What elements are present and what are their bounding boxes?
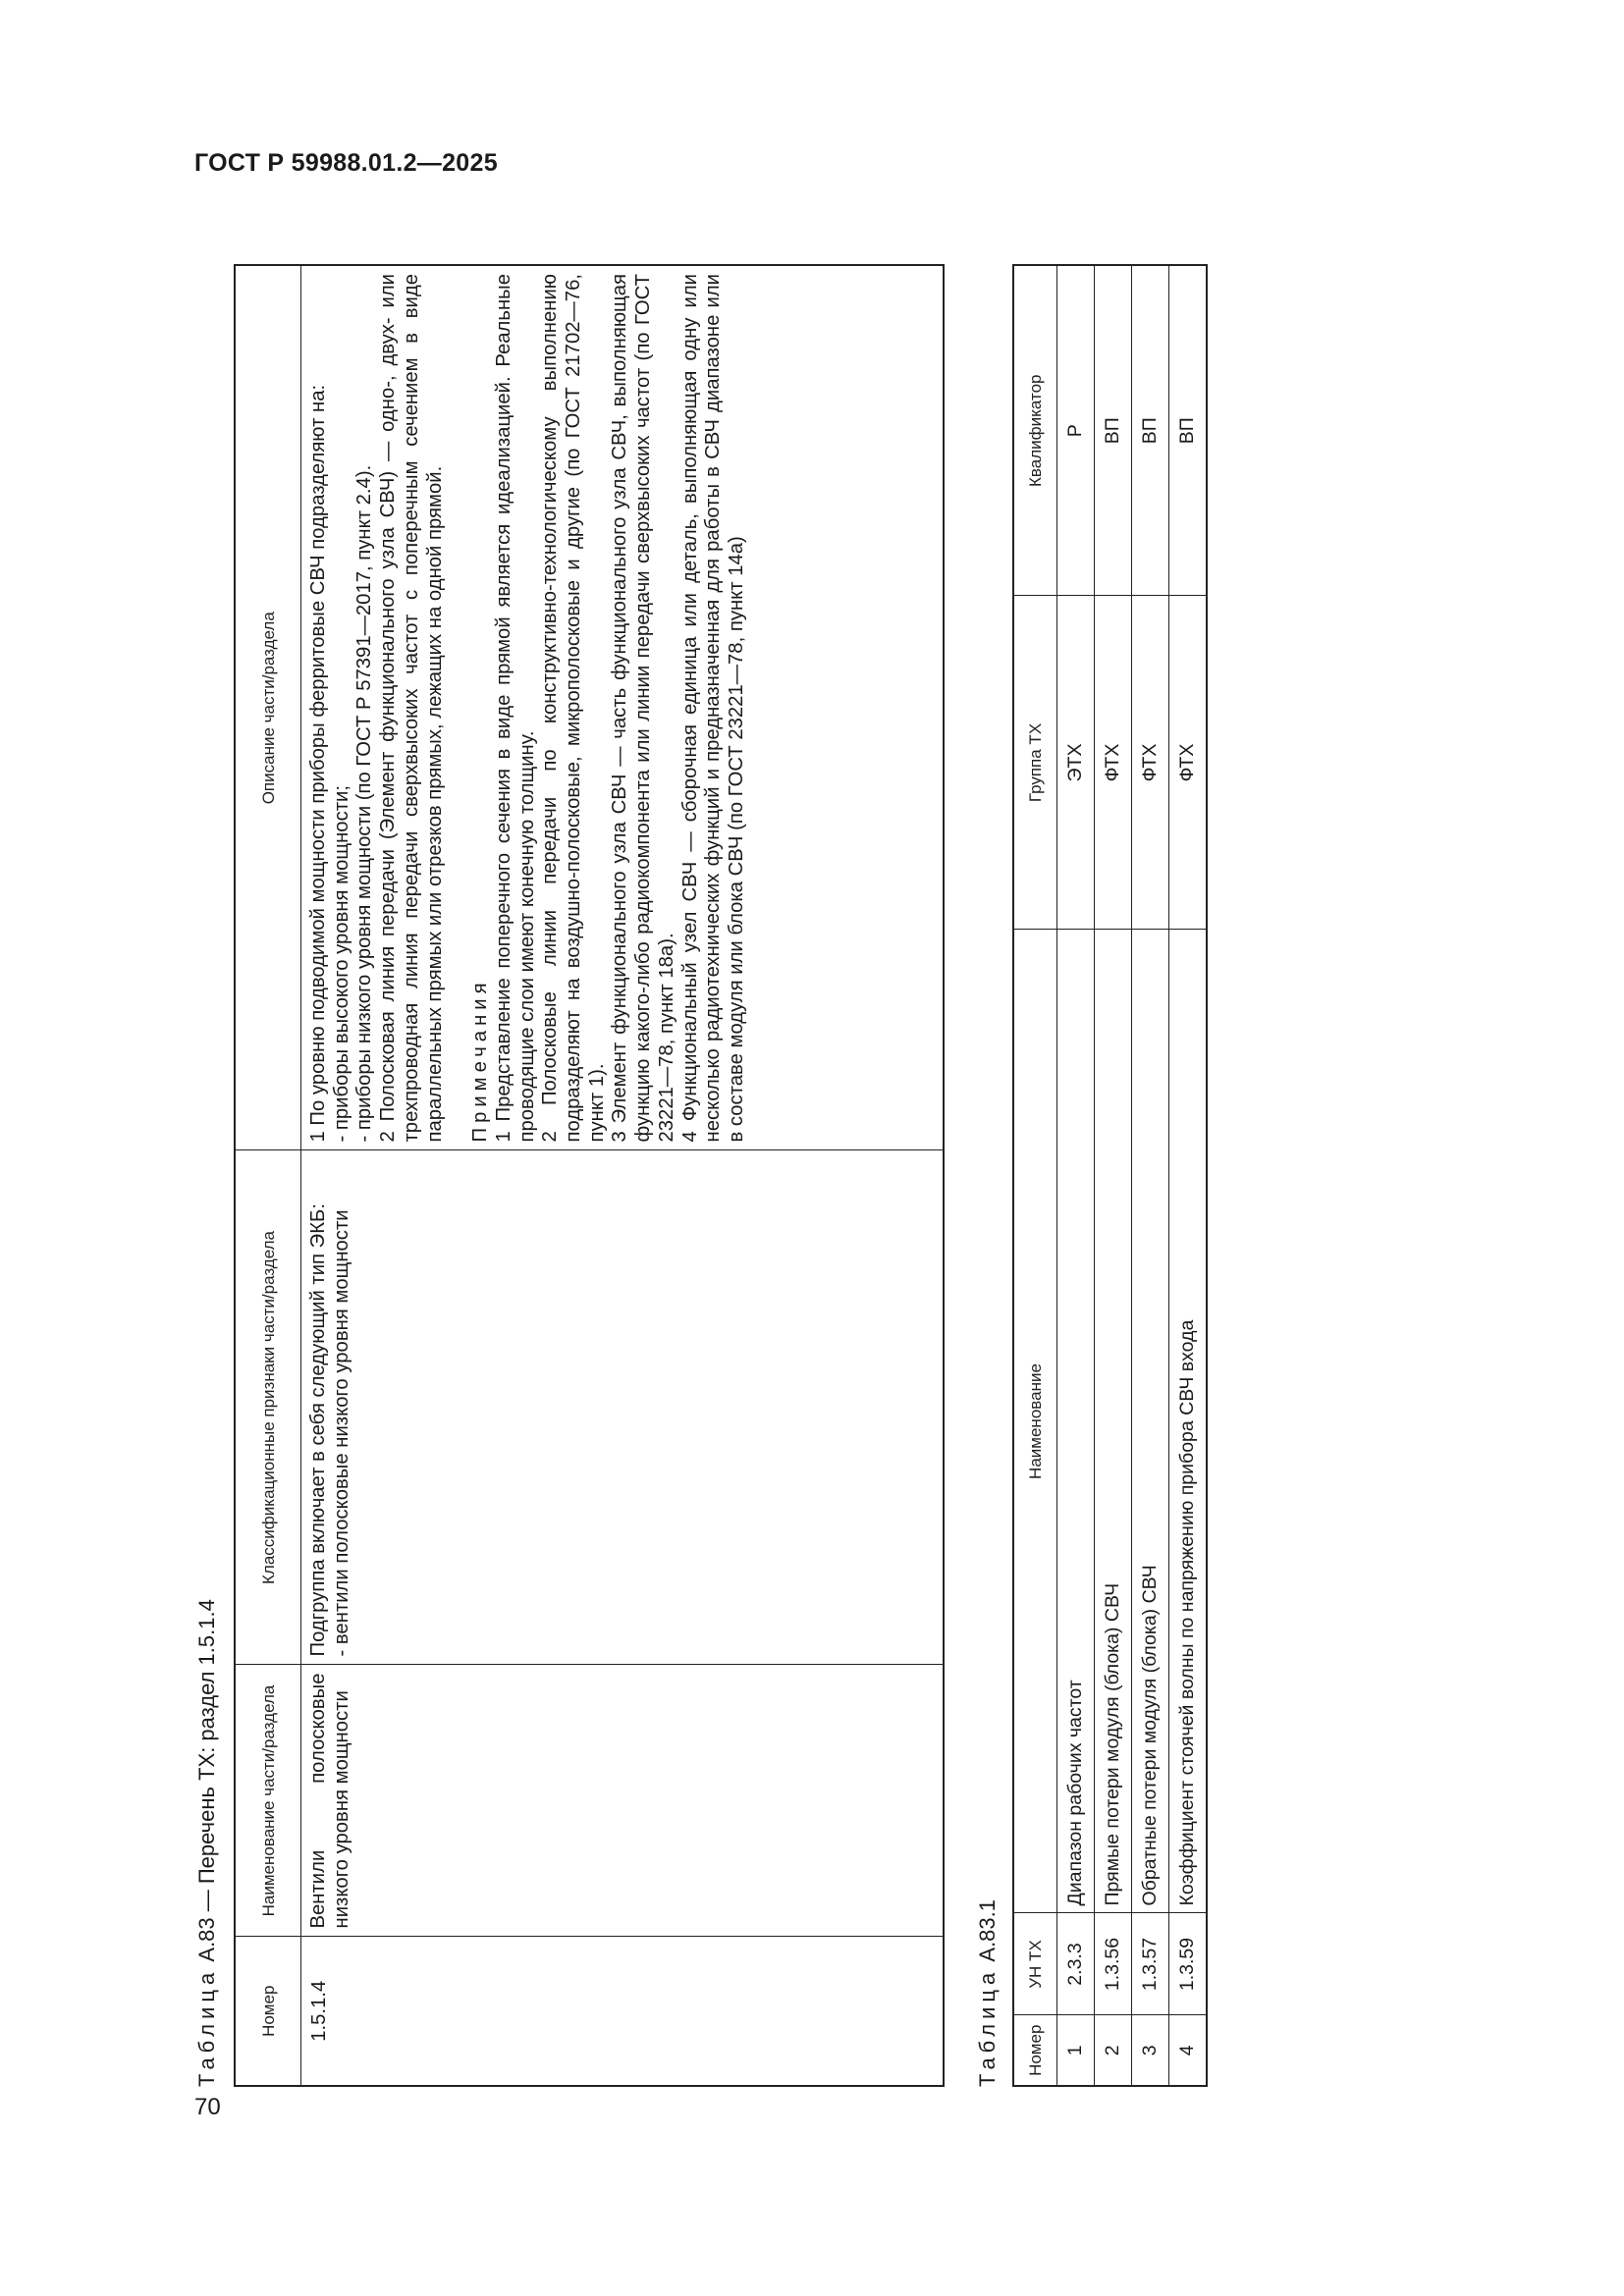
row-number: 1.5.1.4: [301, 1937, 945, 2086]
note-item: 1 Представление поперечного сечения в виде прямой является идеализацией. Реальные проводящие слои имеют конечную толщину.: [492, 274, 538, 1143]
col-header-group: Группа ТХ: [1013, 596, 1057, 930]
rotated-page-content: [155, 261, 1284, 2087]
row-part-name: Вентили полосковые низкого уровня мощности: [301, 1665, 945, 1937]
cell-code: 1.3.56: [1095, 1913, 1132, 2015]
table-a83-caption-title: А.83 — Перечень ТХ: раздел 1.5.1.4: [194, 1599, 219, 1962]
description-line: 2 Полосковая линия передачи (Элемент функционального узла СВЧ) — одно-, двух- или трехпроводная линия передачи сверхвысоких частот с поперечным сечением в виде параллельных прямых или отрезков прямых, лежащих на одной прямой.: [377, 274, 446, 1143]
col-header-qualifier: Квалификатор: [1013, 265, 1057, 596]
col-header-number: Номер: [1013, 2015, 1057, 2086]
table-a831: [1012, 264, 1208, 2087]
cell-code: 1.3.57: [1132, 1913, 1169, 2015]
note-item: 2 Полосковые линии передачи по конструктивно-технологическому выполнению подразделяют на воздушно-полосковые, микрополосковые и другие (по ГОСТ 21702—76, пункт 1).: [539, 274, 608, 1143]
cell-qualifier: ВП: [1132, 265, 1169, 596]
description-line: - приборы высокого уровня мощности;: [330, 785, 352, 1143]
note-item: 4 Функциональный узел СВЧ — сборочная единица или деталь, выполняющая одну или несколько радиотехнических функций и предназначенная для работы в СВЧ диапазоне или в составе модуля или блока СВЧ (по ГОСТ 23221—78, пункт 14а): [678, 274, 747, 1143]
table-row: [1132, 265, 1169, 2086]
table-row: [1169, 265, 1208, 2086]
note-item: 3 Элемент функционального узла СВЧ — часть функционального узла СВЧ, выполняющая функцию какого-либо радиокомпонента или линии передачи сверхвысоких частот (по ГОСТ 23221—78, пункт 18а).: [609, 274, 677, 1143]
row-description: [301, 265, 945, 1150]
table-row: [1095, 265, 1132, 2086]
classification-line: Подгруппа включает в себя следующий тип ЭКБ:: [307, 1203, 329, 1657]
document-standard-header: ГОСТ Р 59988.01.2—2025: [194, 149, 498, 177]
cell-number: 3: [1132, 2015, 1169, 2086]
cell-group: ЭТХ: [1057, 596, 1095, 930]
cell-name: Коэффициент стоячей волны по напряжению прибора СВЧ входа: [1169, 930, 1208, 1913]
cell-number: 2: [1095, 2015, 1132, 2086]
col-header-number: Номер: [235, 1937, 301, 2086]
cell-group: ФТХ: [1132, 596, 1169, 930]
table-a831-caption-title: А.83.1: [975, 1899, 1000, 1962]
cell-qualifier: ВП: [1169, 265, 1208, 596]
classification-line: - вентили полосковые низкого уровня мощности: [330, 1209, 352, 1657]
cell-code: 1.3.59: [1169, 1913, 1208, 2015]
col-header-description: Описание части/раздела: [235, 265, 301, 1150]
col-header-classification: Классификационные признаки части/раздела: [235, 1150, 301, 1665]
cell-name: Обратные потери модуля (блока) СВЧ: [1132, 930, 1169, 1913]
cell-group: ФТХ: [1169, 596, 1208, 930]
col-header-part-name: Наименование части/раздела: [235, 1665, 301, 1937]
cell-qualifier: Р: [1057, 265, 1095, 596]
cell-number: 4: [1169, 2015, 1208, 2086]
col-header-code: УН ТХ: [1013, 1913, 1057, 2015]
table-a83-caption-word: Таблица: [194, 1967, 219, 2087]
table-row: [1057, 265, 1095, 2086]
cell-group: ФТХ: [1095, 596, 1132, 930]
col-header-name: Наименование: [1013, 930, 1057, 1913]
table-a83: [234, 264, 945, 2087]
cell-name: Диапазон рабочих частот: [1057, 930, 1095, 1913]
description-line: 1 По уровню подводимой мощности приборы ферритовые СВЧ подразделяют на:: [307, 384, 329, 1143]
cell-code: 2.3.3: [1057, 1913, 1095, 2015]
table-a83-caption: [194, 1599, 220, 2087]
page-number: 70: [194, 2094, 221, 2120]
cell-qualifier: ВП: [1095, 265, 1132, 596]
table-a831-caption: [975, 1899, 1001, 2087]
row-classification: [301, 1150, 945, 1665]
notes-heading: Примечания: [469, 978, 492, 1143]
description-line: - приборы низкого уровня мощности (по ГОСТ Р 57391—2017, пункт 2.4).: [353, 464, 376, 1143]
table-a831-caption-word: Таблица: [975, 1967, 1000, 2087]
table-row: [301, 265, 945, 2086]
cell-name: Прямые потери модуля (блока) СВЧ: [1095, 930, 1132, 1913]
cell-number: 1: [1057, 2015, 1095, 2086]
